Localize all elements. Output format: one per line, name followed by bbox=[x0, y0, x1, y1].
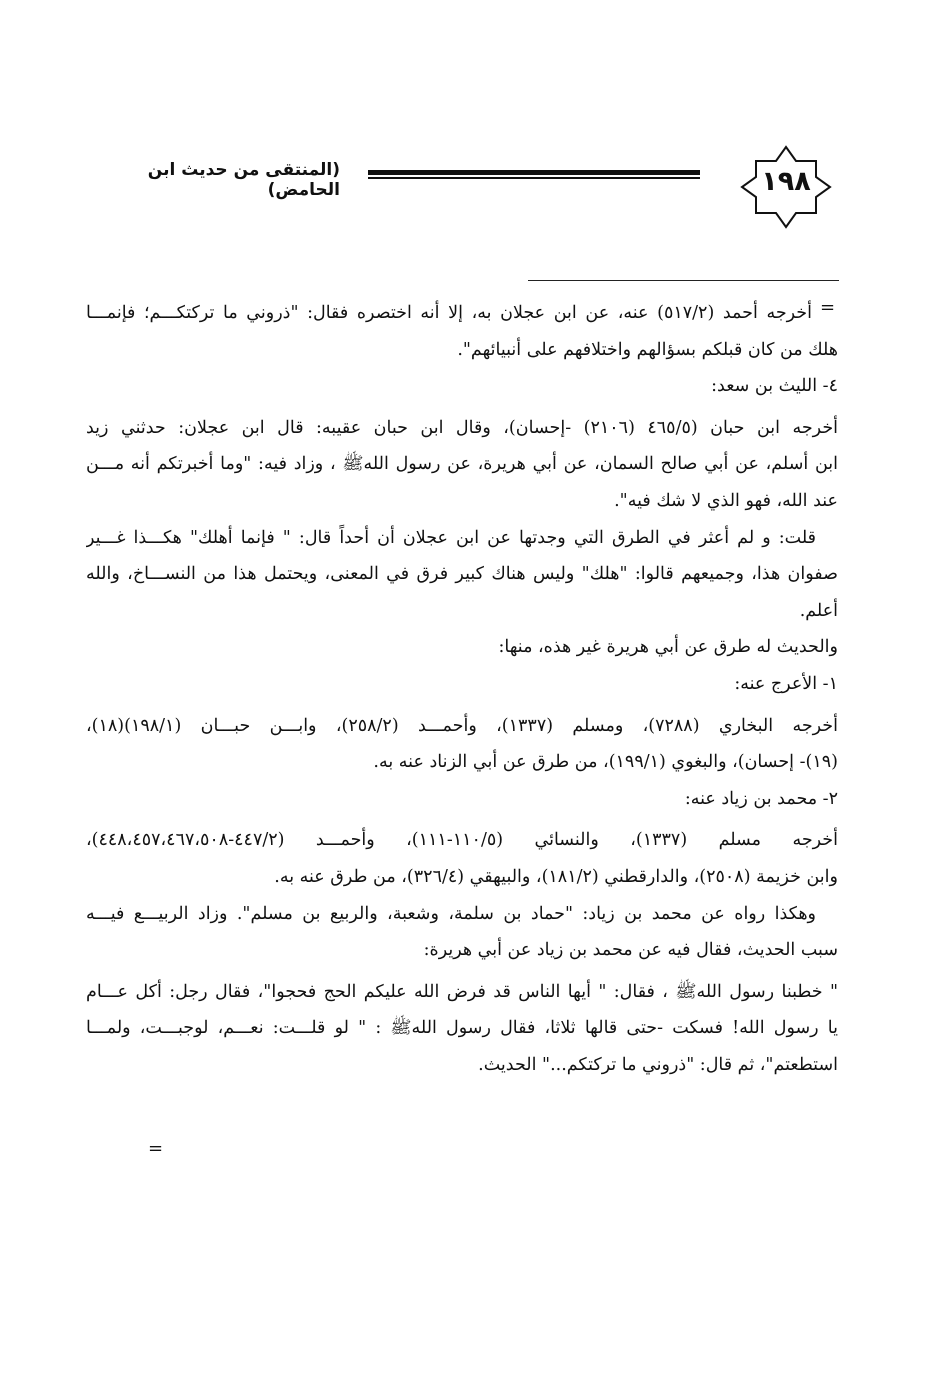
continuation-mark: = bbox=[148, 1138, 164, 1159]
footnote-line: ابن أسلم، عن أبي صالح السمان، عن أبي هريرة، عن رسول اللهﷺ ، وزاد فيه: "وما أخبرتكم أنه مـــن bbox=[86, 454, 838, 475]
header-rule bbox=[368, 170, 700, 179]
footnote-line: قلت: و لم أعثر في الطرق التي وجدتها عن ابن عجلان أن أحداً قال: " فإنما أهلك" هكـــذا غـــير bbox=[86, 527, 816, 548]
footnote-line: أخرجه ابن حبان (٤٦٥/٥ (٢١٠٦) -إحسان)، وقال ابن حبان عقيبه: قال ابن عجلان: حدثني زيد bbox=[86, 417, 838, 438]
footnote-line: (١٩)- إحسان)، والبغوي (١٩٩/١)، من طرق عن أبي الزناد عنه به. bbox=[373, 752, 838, 773]
footnote-line: أعلم. bbox=[799, 600, 838, 621]
footnote-line: والحديث له طرق عن أبي هريرة غير هذه، منها: bbox=[498, 637, 838, 658]
footnote-line: أخرجه البخاري (٧٢٨٨)، ومسلم (١٣٣٧)، وأحمـــد (٢٥٨/٢)، وابـــن حبـــان (١٩٨/١)(١٨)، bbox=[86, 715, 838, 736]
footnote-line: وابن خزيمة (٢٥٠٨)، والدارقطني (١٨١/٢)، والبيهقي (٣٢٦/٤)، من طرق عنه به. bbox=[274, 866, 838, 887]
footnote-line: سبب الحديث، فقال فيه عن محمد بن زياد عن أبي هريرة: bbox=[423, 940, 838, 961]
footnote-separator bbox=[528, 280, 839, 281]
footnote-line: أخرجه مسلم (١٣٣٧)، والنسائي (١١٠/٥-١١١)، وأحمـــد (٤٤٧/٢-٤٤٨،٤٥٧،٤٦٧،٥٠٨)، bbox=[86, 830, 838, 851]
book-title: (المنتقى من حديث ابن الحامض) bbox=[147, 160, 340, 200]
footnotes-block bbox=[86, 295, 838, 1083]
footnote-line: هلك من كان قبلكم بسؤالهم واختلافهم على أنبيائهم". bbox=[457, 339, 838, 360]
footnote-line: ٢- محمد بن زياد عنه: bbox=[684, 788, 838, 809]
footnote-line: عند الله، فهو الذي لا شك فيه". bbox=[614, 490, 838, 511]
footnote-line: وهكذا رواه عن محمد بن زياد: "حماد بن سلمة، وشعبة، والربيع بن مسلم". وزاد الربيـــع فيـــه bbox=[86, 903, 816, 924]
footnote-line: يا رسول الله! فسكت -حتى قالها ثلاثا، فقال رسول اللهﷺ : " لو قلـــت: نعـــم، لوجبـــت، ولمـــا bbox=[86, 1018, 838, 1039]
footnote-line: أخرجه أحمد (٥١٧/٢) عنه، عن ابن عجلان به، إلا أنه اختصره فقال: "ذروني ما تركتكـــم؛ فإنمـــا bbox=[86, 303, 812, 323]
footnote-line: صفوان هذا، وجميعهم قالوا: "هلك" وليس هناك كبير فرق في المعنى، ويحتمل هذا من النســـاخ، والله bbox=[86, 564, 838, 585]
footnote-line: استطعتم"، ثم قال: "ذروني ما تركتكم..." الحديث. bbox=[478, 1054, 838, 1075]
footnote-line: ١- الأعرج عنه: bbox=[734, 673, 838, 694]
page-number: ١٩٨ bbox=[761, 166, 811, 197]
continued-mark: = bbox=[820, 297, 836, 318]
footnote-line: ٤- الليث بن سعد: bbox=[711, 376, 838, 397]
footnote-line: " خطبنا رسول اللهﷺ ، فقال: " أيها الناس قد فرض الله عليكم الحج فحجوا"، فقال رجل: أكل عـــام bbox=[86, 981, 838, 1002]
